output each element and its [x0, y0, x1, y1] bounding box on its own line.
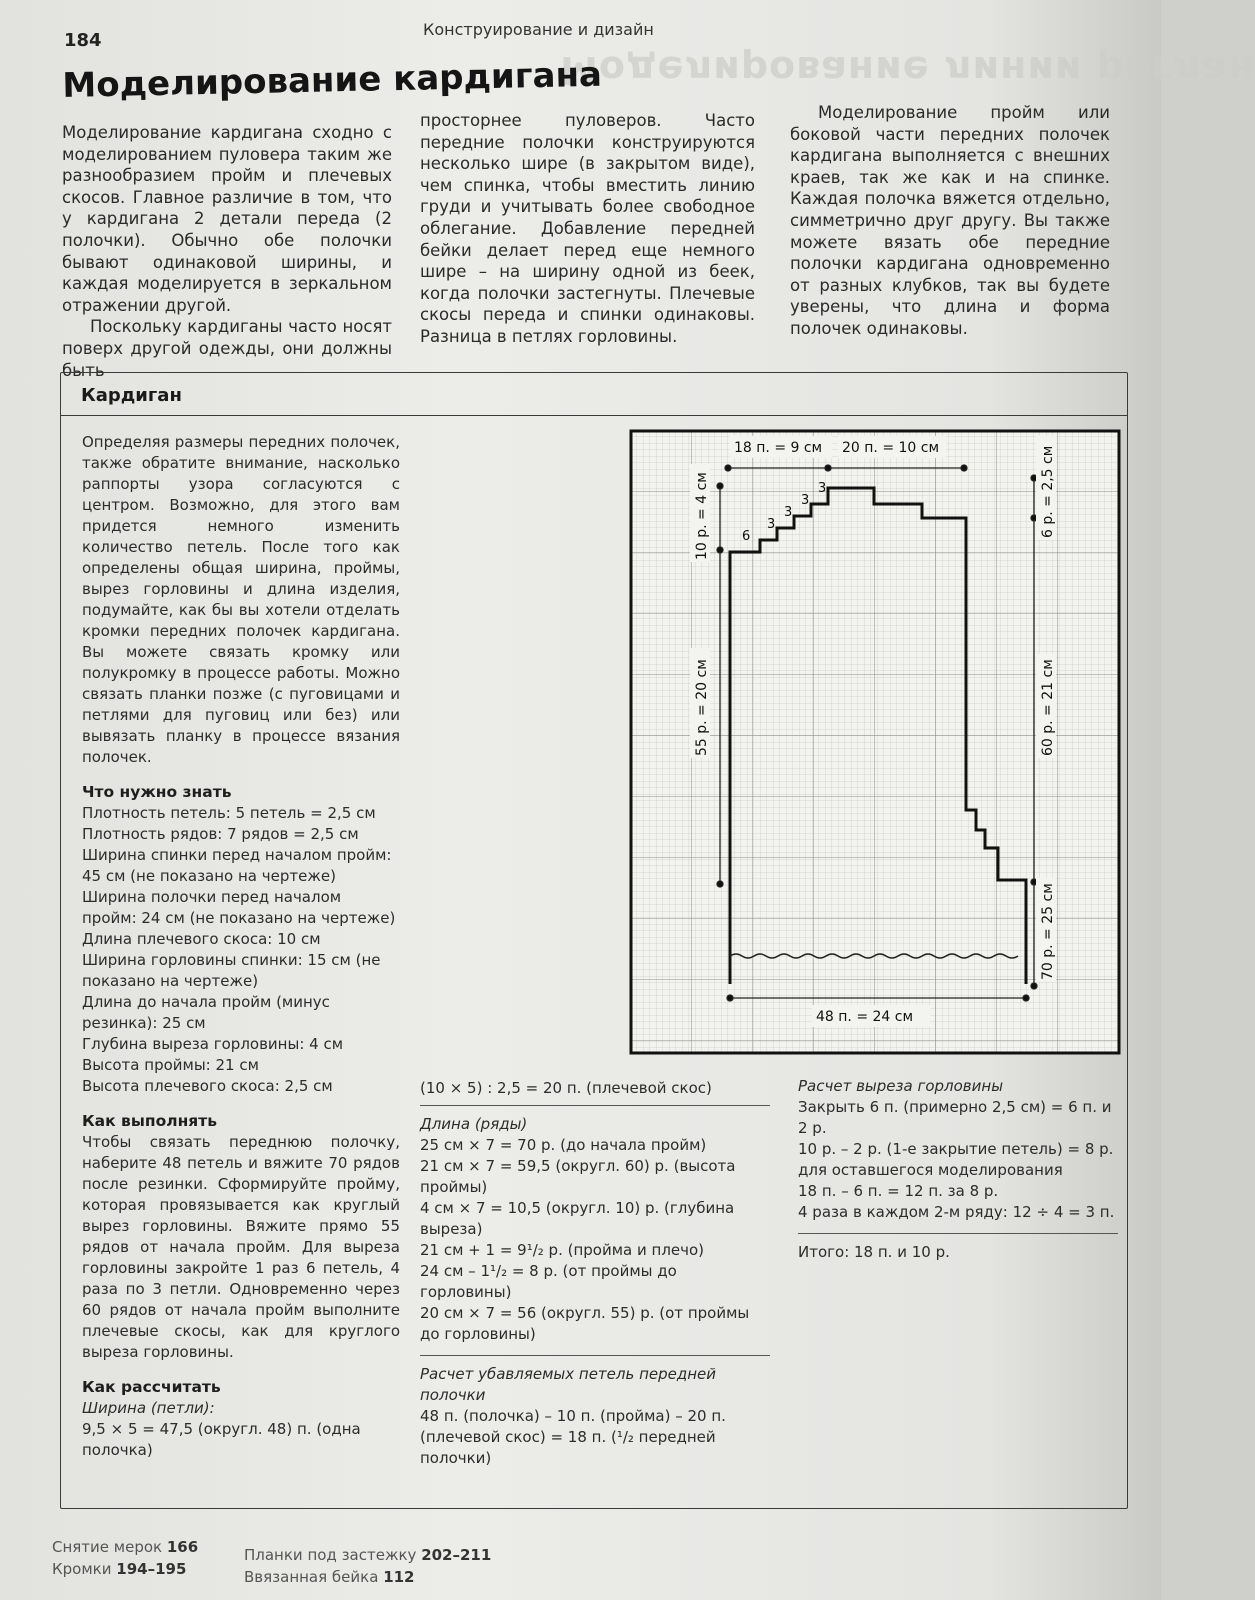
know-list [82, 803, 400, 1097]
page-number: 184 [64, 30, 102, 51]
dim-left-top: 10 р. = 4 см [694, 472, 710, 560]
length-line: 4 см × 7 = 10,5 (округл. 10) р. (глубина выреза) [420, 1199, 735, 1238]
page-title: Моделирование кардигана [62, 54, 603, 106]
length-label: Длина (ряды) [420, 1115, 528, 1133]
know-item: Длина до начала пройм (минус резинка): 25 см [82, 993, 330, 1032]
length-line: 20 см × 7 = 56 (округл. 55) р. (от проймы до горловины) [420, 1304, 750, 1343]
know-item: Ширина горловины спинки: 15 см (не показано на чертеже) [82, 951, 381, 990]
box-left-column [82, 432, 400, 1461]
diagram-svg [630, 430, 1120, 1054]
footer-link-text: Снятие мерок [52, 1538, 163, 1556]
know-item: Ширина спинки перед началом пройм: 45 см (не показано на чертеже) [82, 846, 392, 885]
neck-step-label: 3 [784, 505, 793, 520]
dim-right-low: 70 р. = 25 см [1040, 883, 1056, 980]
divider [420, 1105, 770, 1106]
dim-top-left: 18 п. = 9 см [734, 440, 823, 456]
know-item: Плотность рядов: 7 рядов = 2,5 см [82, 825, 359, 843]
know-item: Длина плечевого скоса: 10 см [82, 930, 321, 948]
box-description: Определяя размеры передних полочек, также обратите внимание, насколько раппорты узора согласуются с центром. Возможно, для этого вам придется немного изменить количество петель. После того как определены общая ширина, проймы, вырез горловины и длина изделия, подумайте, как бы вы хотели отделать кромки передних полочек кардигана. Вы можете связать кромку или полукромку в процессе работы. Можно связать планки позже (с пуговицами и петлями для пуговиц или без) или вывязать планку в процессе вязания полочек. [82, 433, 400, 766]
footer-link-page: 166 [166, 1538, 199, 1556]
neck-calc-lines [798, 1097, 1118, 1223]
know-item: Ширина полочки перед началом пройм: 24 см (не показано на чертеже) [82, 888, 396, 927]
footer-link[interactable] [244, 1566, 491, 1588]
know-item: Глубина выреза горловины: 4 см [82, 1035, 344, 1053]
how-text: Чтобы связать переднюю полочку, наберите 48 петель и вяжите 70 рядов после резинки. Сформируйте пройму, которая провязывается как круглый вырез горловины. Вяжите прямо 55 рядов от начала пройм. Для выреза горловины закройте 1 раз 6 петель, 4 раза по 3 петли. Одновременно через 60 рядов от начала пройм выполните плечевые скосы, как для круглого выреза горловины. [82, 1133, 400, 1361]
know-item: Высота проймы: 21 см [82, 1056, 259, 1074]
length-line: 21 см × 7 = 59,5 (округл. 60) р. (высота проймы) [420, 1157, 736, 1196]
divider [798, 1233, 1118, 1234]
box-middle-column [420, 1078, 770, 1469]
footer-link[interactable] [52, 1558, 198, 1580]
box-right-column [798, 1076, 1118, 1263]
dim-top-right: 20 п. = 10 см [842, 440, 940, 456]
dim-right-top: 6 р. = 2,5 см [1040, 445, 1056, 538]
decrease-label: Расчет убавляемых петель передней полочки [420, 1365, 717, 1404]
neck-calc-line: 10 р. – 2 р. (1-е закрытие петель) = 8 р. для оставшегося моделирования [798, 1140, 1114, 1179]
cardigan-front-diagram [630, 430, 1120, 1054]
dim-right-mid: 60 р. = 21 см [1040, 659, 1056, 756]
length-lines [420, 1135, 770, 1345]
neck-calc-line: 4 раза в каждом 2-м ряду: 12 ÷ 4 = 3 п. [798, 1203, 1115, 1221]
footer-left [52, 1536, 198, 1580]
neck-calc-line: Закрыть 6 п. (примерно 2,5 см) = 6 п. и 2 р. [798, 1098, 1112, 1137]
neck-step-label: 6 [742, 529, 751, 544]
footer-link-text: Ввязанная бейка [244, 1568, 379, 1586]
footer-right [244, 1544, 491, 1588]
calc-heading: Как рассчитать [82, 1378, 221, 1396]
width-line: 9,5 × 5 = 47,5 (округл. 48) п. (одна полочка) [82, 1420, 361, 1459]
box-title: Кардиган [81, 385, 182, 406]
neck-calc-label: Расчет выреза горловины [798, 1077, 1004, 1095]
neck-step-label: 3 [767, 517, 776, 532]
divider [420, 1355, 770, 1356]
footer-link-text: Планки под застежку [244, 1546, 417, 1564]
length-line: 21 см + 1 = 9¹/₂ р. (пройма и плечо) [420, 1241, 705, 1259]
neck-calc-total: Итого: 18 п. и 10 р. [798, 1243, 950, 1261]
box-header [61, 373, 1127, 416]
intro-column-2 [420, 110, 755, 348]
dim-bottom: 48 п. = 24 см [816, 1009, 914, 1025]
dim-left-long: 55 р. = 20 см [694, 659, 710, 756]
length-line: 24 см – 1¹/₂ = 8 р. (от проймы до горловины) [420, 1262, 677, 1301]
decrease-text: 48 п. (полочка) – 10 п. (пройма) – 20 п. (плечевой скос) = 18 п. (¹/₂ передней полочки) [420, 1407, 726, 1467]
know-item: Высота плечевого скоса: 2,5 см [82, 1077, 333, 1095]
intro-paragraph: Поскольку кардиганы часто носят поверх другой одежды, они должны быть [62, 317, 392, 380]
show-through-text: Моделирование линии реглан [560, 48, 1255, 92]
how-heading: Как выполнять [82, 1112, 218, 1130]
footer-link[interactable] [52, 1536, 198, 1558]
footer-link[interactable] [244, 1544, 491, 1566]
neck-step-label: 3 [801, 493, 810, 508]
shoulder-calc: (10 × 5) : 2,5 = 20 п. (плечевой скос) [420, 1079, 712, 1097]
intro-paragraph: просторнее пуловеров. Часто передние полочки конструируются несколько шире (в закрытом виде), чем спинка, чтобы вместить линию груди и учитывать более свободное облегание. Добавление передней бейки делает перед еще немного шире – на ширину одной из беек, когда полочки застегнуты. Плечевые скосы переда и спинки одинаковы. Разница в петлях горловины. [420, 111, 755, 346]
intro-column-1 [62, 122, 392, 381]
running-head: Конструирование и дизайн [423, 20, 654, 39]
know-item: Плотность петель: 5 петель = 2,5 см [82, 804, 376, 822]
intro-paragraph: Моделирование пройм или боковой части передних полочек кардигана выполняется с внешних краев, так же как и на спинке. Каждая полочка вяжется отдельно, симметрично друг другу. Вы также можете вязать обе передние полочки кардигана одновременно от разных клубков, так вы будете уверены, что длина и форма полочек одинаковы. [790, 103, 1110, 338]
neck-calc-line: 18 п. – 6 п. = 12 п. за 8 р. [798, 1182, 999, 1200]
neck-step-label: 3 [818, 481, 827, 496]
footer-link-page: 112 [383, 1568, 415, 1586]
footer-link-page: 194–195 [116, 1560, 187, 1578]
footer-link-text: Кромки [52, 1560, 112, 1578]
width-label: Ширина (петли): [82, 1399, 215, 1417]
length-line: 25 см × 7 = 70 р. (до начала пройм) [420, 1136, 707, 1154]
intro-column-3 [790, 102, 1110, 340]
footer-link-page: 202–211 [421, 1546, 492, 1564]
intro-paragraph: Моделирование кардигана сходно с моделированием пуловера таким же разнообразием пройм и плечевых скосов. Главное различие в том, что у кардигана 2 детали переда (2 полочки). Обычно обе полочки бывают одинаковой ширины, и каждая моделируется в зеркальном отражении другой. [62, 123, 392, 315]
know-heading: Что нужно знать [82, 783, 232, 801]
